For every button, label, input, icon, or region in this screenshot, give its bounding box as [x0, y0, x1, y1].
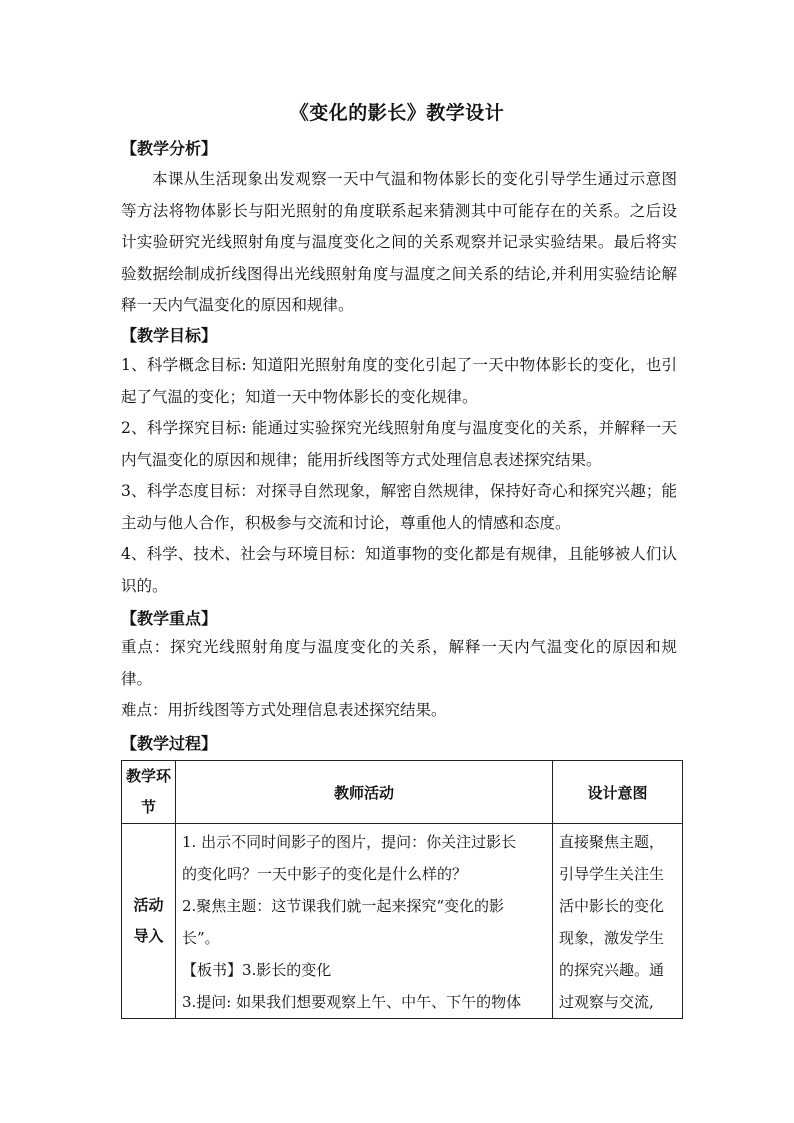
table-row [122, 824, 683, 1019]
section-heading-key-points: 【教学重点】 [121, 609, 218, 628]
section-heading-process: 【教学过程】 [121, 734, 218, 753]
process-table [121, 760, 683, 1019]
teacher-line: 长”。 [182, 929, 220, 947]
table-header-row [122, 761, 683, 824]
goal-item-1: 1、科学概念目标: 知道阳光照射角度的变化引起了一天中物体影长的变化，也引起了气温的变化；知道一天中物体影长的变化规律。 [121, 356, 677, 406]
teacher-line: 【板书】3.影长的变化 [182, 961, 332, 979]
teacher-line: 的变化吗？一天中影子的变化是什么样的？ [182, 865, 468, 883]
stage-cell [122, 824, 176, 1019]
section-heading-analysis: 【教学分析】 [121, 139, 218, 158]
teacher-line: 1. 出示不同时间影子的图片，提问：你关注过影长 [182, 833, 517, 851]
header-teacher-activity: 教师活动 [176, 761, 553, 824]
analysis-paragraph: 本课从生活现象出发观察一天中气温和物体影长的变化引导学生通过示意图等方法将物体影长与阳光照射的角度联系起来猜测其中可能存在的关系。之后设计实验研究光线照射角度与温度变化之间的关系观察并记录实验结果。最后将实验数据绘制成折线图得出光线照射角度与温度之间关系的结论,并利用实验结论解释一天内气温变化的原因和规律。 [121, 170, 677, 314]
stage-label: 活动导入 [133, 896, 164, 945]
teacher-line: 2.聚焦主题：这节课我们就一起来探究“变化的影 [182, 897, 504, 915]
goal-item-4: 4、科学、技术、社会与环境目标：知道事物的变化都是有规律，且能够被人们认识的。 [121, 545, 677, 595]
key-point-difficulty: 难点：用折线图等方式处理信息表述探究结果。 [121, 701, 447, 719]
design-intent-cell [553, 824, 683, 1019]
section-heading-goals: 【教学目标】 [121, 326, 218, 345]
goal-item-3: 3、科学态度目标：对探寻自然现象，解密自然规律，保持好奇心和探究兴趣；能主动与他人合作，积极参与交流和讨论，尊重他人的情感和态度。 [121, 482, 677, 532]
goal-item-2: 2、科学探究目标: 能通过实验探究光线照射角度与温度变化的关系，并解释一天内气温变化的原因和规律；能用折线图等方式处理信息表述探究结果。 [121, 419, 677, 469]
header-design-intent: 设计意图 [553, 761, 683, 824]
header-stage: 教学环节 [122, 761, 176, 824]
design-intent-text: 直接聚焦主题，引导学生关注生活中影长的变化现象，激发学生的探究兴趣。通过观察与交流, [559, 833, 665, 1011]
teacher-line: 3.提问: 如果我们想要观察上午、中午、下午的物体 [182, 993, 522, 1011]
teacher-activity-cell [176, 824, 553, 1019]
key-point-focus: 重点：探究光线照射角度与温度变化的关系，解释一天内气温变化的原因和规律。 [121, 638, 677, 688]
document-title: 《变化的影长》教学设计 [289, 102, 505, 124]
